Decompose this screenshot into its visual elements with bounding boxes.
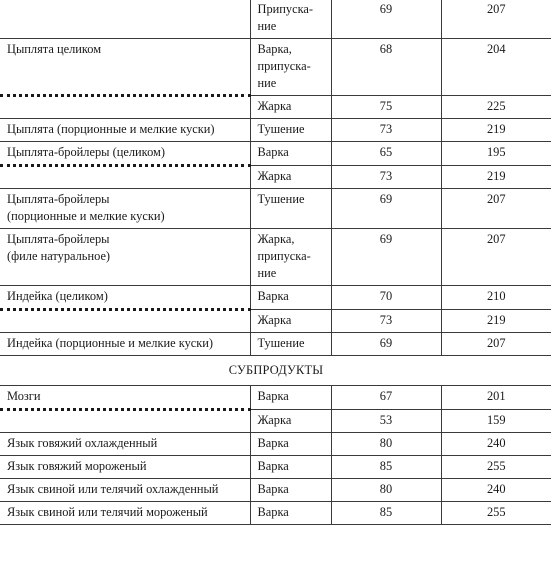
cooking-method-cell: Тушение: [250, 333, 331, 356]
table-row: [0, 502, 551, 525]
value-1-cell: 85: [331, 456, 441, 479]
cooking-method-cell: Варка: [250, 502, 331, 525]
value-2-cell: 219: [441, 166, 551, 189]
value-2-cell: 225: [441, 96, 551, 119]
value-2-cell: 255: [441, 502, 551, 525]
cooking-method-cell: Тушение: [250, 119, 331, 142]
value-1-cell: 69: [331, 333, 441, 356]
value-1-cell: 65: [331, 142, 441, 166]
cooking-method-cell: Жарка, припуска- ние: [250, 229, 331, 286]
value-1-cell: 70: [331, 286, 441, 310]
product-name-cell: [0, 0, 250, 39]
value-2-cell: 207: [441, 189, 551, 229]
value-1-cell: 85: [331, 502, 441, 525]
cooking-method-cell: Жарка: [250, 310, 331, 333]
product-name-cell: Язык свиной или телячий охлажденный: [0, 479, 250, 502]
value-1-cell: 73: [331, 166, 441, 189]
value-1-cell: 67: [331, 386, 441, 410]
cooking-method-cell: Жарка: [250, 166, 331, 189]
table-row: [0, 142, 551, 166]
value-2-cell: 195: [441, 142, 551, 166]
value-1-cell: 80: [331, 433, 441, 456]
section-row: [0, 356, 551, 386]
value-1-cell: 68: [331, 39, 441, 96]
table-section-header: [0, 356, 551, 386]
product-name-cell: Цыплята (порционные и мелкие куски): [0, 119, 250, 142]
product-name-cell: [0, 410, 250, 433]
value-2-cell: 219: [441, 119, 551, 142]
value-2-cell: 207: [441, 229, 551, 286]
product-name-cell: Мозги: [0, 386, 250, 410]
table-row: [0, 410, 551, 433]
product-name-cell: Язык говяжий охлажденный: [0, 433, 250, 456]
value-1-cell: 69: [331, 189, 441, 229]
value-1-cell: 53: [331, 410, 441, 433]
value-2-cell: 207: [441, 0, 551, 39]
product-name-cell: Индейка (целиком): [0, 286, 250, 310]
product-name-cell: [0, 310, 250, 333]
cooking-method-cell: Тушение: [250, 189, 331, 229]
table-row: [0, 286, 551, 310]
cooking-method-cell: Жарка: [250, 410, 331, 433]
cooking-method-cell: Варка: [250, 456, 331, 479]
table-row: [0, 333, 551, 356]
product-name-cell: Цыплята-бройлеры (филе натуральное): [0, 229, 250, 286]
table-row: [0, 119, 551, 142]
product-name-cell: Цыплята-бройлеры (целиком): [0, 142, 250, 166]
table-row: [0, 310, 551, 333]
cooking-method-cell: Жарка: [250, 96, 331, 119]
value-2-cell: 240: [441, 433, 551, 456]
product-name-cell: Язык свиной или телячий мороженый: [0, 502, 250, 525]
value-1-cell: 73: [331, 310, 441, 333]
table-row: [0, 189, 551, 229]
value-2-cell: 204: [441, 39, 551, 96]
value-2-cell: 201: [441, 386, 551, 410]
cooking-method-cell: Варка: [250, 286, 331, 310]
table-body-offal: [0, 386, 551, 525]
section-title: СУБПРОДУКТЫ: [0, 356, 551, 386]
table-row: [0, 166, 551, 189]
cooking-method-cell: Припуска- ние: [250, 0, 331, 39]
table-row: [0, 386, 551, 410]
table-row: [0, 96, 551, 119]
value-2-cell: 240: [441, 479, 551, 502]
cooking-method-cell: Варка: [250, 386, 331, 410]
cooking-method-cell: Варка, припуска- ние: [250, 39, 331, 96]
table-row: [0, 456, 551, 479]
cooking-method-cell: Варка: [250, 142, 331, 166]
table-row: [0, 39, 551, 96]
cooking-method-cell: Варка: [250, 479, 331, 502]
value-1-cell: 69: [331, 0, 441, 39]
table-row: [0, 229, 551, 286]
value-1-cell: 73: [331, 119, 441, 142]
value-1-cell: 75: [331, 96, 441, 119]
value-2-cell: 219: [441, 310, 551, 333]
value-2-cell: 255: [441, 456, 551, 479]
table-row: [0, 0, 551, 39]
product-name-cell: Язык говяжий мороженый: [0, 456, 250, 479]
table-row: [0, 479, 551, 502]
product-name-cell: [0, 166, 250, 189]
product-name-cell: [0, 96, 250, 119]
product-name-cell: Индейка (порционные и мелкие куски): [0, 333, 250, 356]
value-2-cell: 207: [441, 333, 551, 356]
value-1-cell: 80: [331, 479, 441, 502]
product-name-cell: Цыплята целиком: [0, 39, 250, 96]
product-name-cell: Цыплята-бройлеры (порционные и мелкие куски): [0, 189, 250, 229]
value-2-cell: 210: [441, 286, 551, 310]
table-row: [0, 433, 551, 456]
value-2-cell: 159: [441, 410, 551, 433]
cooking-method-cell: Варка: [250, 433, 331, 456]
value-1-cell: 69: [331, 229, 441, 286]
